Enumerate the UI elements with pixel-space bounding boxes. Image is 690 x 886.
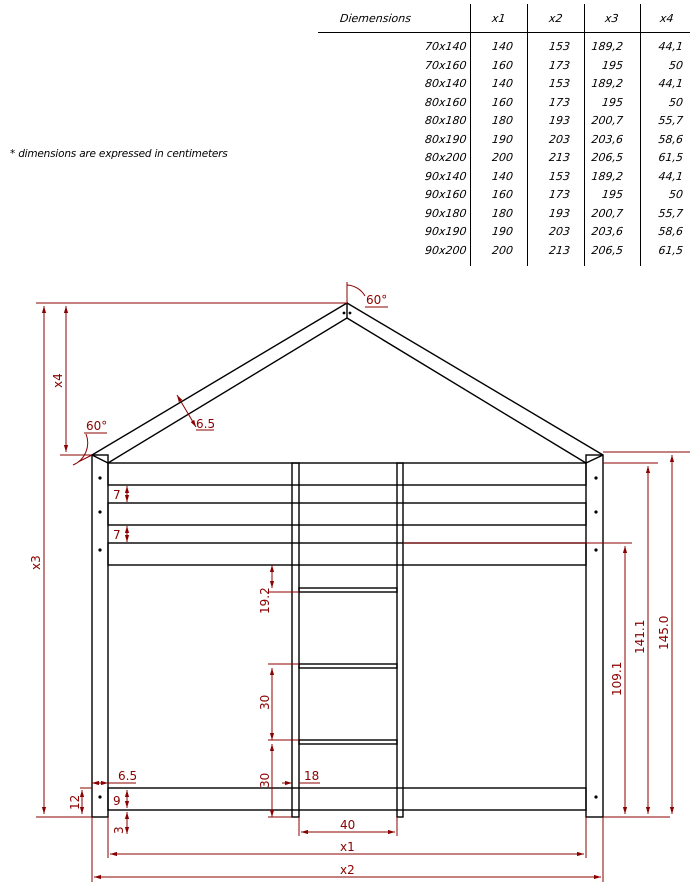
table-cell: 50: [668, 188, 684, 201]
table-cell: 206,5: [590, 151, 624, 164]
table-cell: 58,6: [657, 225, 684, 238]
dimension-lines: [36, 282, 690, 882]
roof-left-end: [92, 455, 108, 463]
label-foot: 3: [112, 826, 126, 834]
table-cell: 195: [601, 58, 624, 72]
label-angle-top: 60°: [366, 293, 388, 307]
label-angle-left: 60°: [86, 419, 108, 433]
table-cell: 153: [548, 77, 571, 90]
table-cell: 44,1: [657, 169, 684, 183]
rail-third: [108, 543, 586, 565]
right-post: [586, 455, 603, 817]
ladder-right-rail: [397, 463, 403, 817]
table-row-size: 80x190: [424, 132, 468, 146]
table-cell: 173: [548, 188, 571, 201]
table-cell: 203: [548, 132, 571, 146]
table-row-size: 80x140: [424, 77, 468, 90]
table-cell: 190: [491, 132, 514, 146]
label-x3: x3: [29, 555, 43, 570]
table-row-size: 90x200: [424, 243, 468, 257]
table-cell: 140: [491, 77, 514, 90]
table-cell: 50: [668, 95, 684, 109]
table-cell: 160: [491, 58, 514, 72]
label-gap-a: 7: [113, 488, 121, 502]
roof-right-beam: [347, 303, 603, 463]
rail-top: [108, 463, 586, 485]
table-cell: 153: [548, 169, 571, 183]
table-cell: 189,2: [590, 77, 624, 90]
label-x4: x4: [51, 373, 65, 388]
units-note: * dimensions are expressed in centimeters: [10, 148, 228, 160]
rail-second: [108, 503, 586, 525]
label-h3: 145.0: [657, 615, 671, 650]
table-header-dimensions: Diemensions: [339, 12, 412, 25]
table-cell: 195: [601, 95, 624, 109]
table-cell: 140: [491, 169, 514, 183]
table-cell: 193: [548, 206, 571, 220]
table-cell: 44,1: [657, 40, 684, 53]
table-cell: 193: [548, 114, 571, 127]
table-cell: 61,5: [657, 243, 684, 257]
label-h2: 141.1: [633, 619, 647, 654]
label-x2: x2: [340, 863, 355, 877]
table-cell: 180: [491, 206, 514, 220]
screw-dots: [98, 312, 597, 799]
table-row-size: 90x140: [424, 169, 468, 183]
table-header-x3: x3: [604, 12, 620, 25]
table-row-size: 80x200: [424, 151, 468, 164]
table-cell: 200,7: [590, 114, 624, 127]
table-row-size: 80x160: [424, 95, 468, 109]
label-step-a: 19.2: [258, 587, 272, 614]
label-step-b: 30: [258, 694, 272, 710]
ladder-rung: [299, 740, 397, 744]
table-cell: 160: [491, 188, 514, 201]
roof-left-beam: [92, 303, 347, 463]
label-base-height: 12: [68, 794, 82, 810]
table-row-size: 70x160: [424, 58, 468, 72]
table-cell: 203: [548, 225, 571, 238]
table-row-size: 90x160: [424, 188, 468, 201]
table-cell: 189,2: [590, 40, 624, 53]
ladder-left-rail: [292, 463, 299, 817]
dimension-labels: [29, 293, 671, 877]
table-cell: 200,7: [590, 206, 624, 220]
label-base-rail: 9: [113, 794, 121, 808]
label-post: 6.5: [118, 769, 138, 783]
table-row-size: 80x180: [424, 114, 468, 127]
table-cell: 55,7: [657, 206, 684, 220]
table-header-x2: x2: [548, 12, 564, 25]
bed-frame: [92, 303, 603, 817]
table-cell: 58,6: [657, 132, 684, 146]
table-row-size: 90x190: [424, 225, 468, 238]
table-header-x1: x1: [491, 12, 507, 25]
label-ladder-width: 40: [340, 818, 356, 832]
table-row-size: 70x140: [424, 40, 468, 53]
table-cell: 50: [668, 58, 684, 72]
rail-bottom: [108, 788, 586, 810]
table-cell: 206,5: [590, 243, 624, 257]
table-cell: 153: [548, 40, 571, 53]
table-cell: 140: [491, 40, 514, 53]
table-cell: 200: [491, 243, 514, 257]
label-gap-b: 7: [113, 528, 121, 542]
table-cell: 180: [491, 114, 514, 127]
table-cell: 200: [491, 151, 514, 164]
table-cell: 213: [548, 151, 571, 164]
ladder-rung: [299, 664, 397, 668]
table-cell: 190: [491, 225, 514, 238]
table-cell: 213: [548, 243, 571, 257]
left-post: [92, 455, 108, 817]
table-cell: 189,2: [590, 169, 624, 183]
table-header-x4: x4: [659, 12, 675, 25]
table-cell: 203,6: [590, 132, 624, 146]
table-cell: 195: [601, 188, 624, 201]
label-x1: x1: [340, 840, 355, 854]
label-roof-thickness: 6.5: [196, 417, 216, 431]
table-cell: 160: [491, 95, 514, 109]
roof-right-end: [586, 455, 603, 463]
table-cell: 44,1: [657, 77, 684, 90]
ladder-rung: [299, 588, 397, 592]
table-row-size: 90x180: [424, 206, 468, 220]
label-step-c: 30: [258, 772, 272, 788]
table-cell: 55,7: [657, 114, 684, 127]
table-cell: 203,6: [590, 225, 624, 238]
label-h1: 109.1: [610, 661, 624, 696]
label-rail: 18: [304, 769, 320, 783]
table-cell: 173: [548, 95, 571, 109]
table-cell: 173: [548, 58, 571, 72]
table-cell: 61,5: [657, 151, 684, 164]
